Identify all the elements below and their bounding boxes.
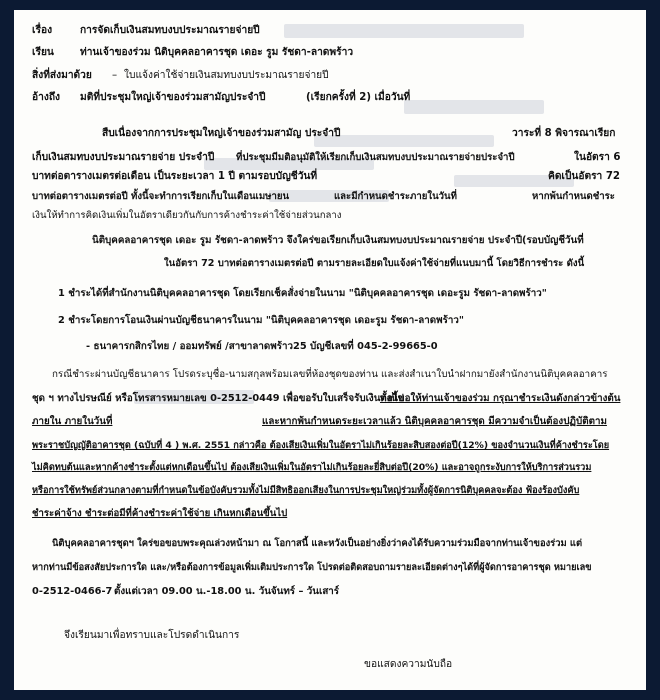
redacted-date-field <box>404 100 544 114</box>
p1-line1a: สืบเนื่องจากการประชุมใหญ่เจ้าของร่วมสามัญ ประจำปี <box>102 128 341 139</box>
subject-label: เรื่อง <box>32 25 53 36</box>
p3-line1: กรณีชำระผ่านบัญชีธนาคาร โปรดระบุชื่อ-นามสกุลพร้อมเลขที่ห้องชุดของท่าน และส่งสำเนาใบนำฝากมายังสำนักงานนิติบุคคลอาคาร <box>52 369 608 380</box>
reference-text: มติที่ประชุมใหญ่เจ้าของร่วมสามัญประจำปี <box>80 92 266 103</box>
p1-line3a: บาทต่อตารางเมตรต่อเดือน เป็นระยะเวลา 1 ปี ตามรอบบัญชีวันที่ <box>32 171 318 182</box>
closing-line: จึงเรียนมาเพื่อทราบและโปรดดำเนินการ <box>64 630 240 641</box>
p2-line1b: (รอบบัญชีวันที่ <box>522 235 584 246</box>
p1-line4a: บาทต่อตารางเมตรต่อปี ทั้งนี้จะทำการเรียกเก็บในเดือนเมษายน <box>32 191 290 202</box>
p1-line1b: วาระที่ 8 พิจารณาเรียก <box>512 128 616 139</box>
enclosure-dash: – <box>112 70 118 81</box>
redacted-year-field <box>314 135 494 147</box>
p1-line3b: คิดเป็นอัตรา 72 <box>548 171 620 182</box>
p1-line4b: และมีกำหนดชำระภายในวันที่ <box>334 191 457 202</box>
p1-line2a: เก็บเงินสมทบงบประมาณรายจ่าย ประจำปี <box>32 152 215 163</box>
p4-line3a: 0-2512-0466-7 <box>32 586 113 597</box>
p3-line3b: และหากพ้นกำหนดระยะเวลาแล้ว นิติบุคคลอาคารชุด มีความจำเป็นต้องปฏิบัติตาม <box>262 416 607 427</box>
regards-line: ขอแสดงความนับถือ <box>364 659 453 670</box>
p2-line1a: นิติบุคคลอาคารชุด เดอะ รูม รัชดา-ลาดพร้าว จึงใคร่ขอเรียกเก็บเงินสมทบงบประมาณรายจ่าย ประจำปี <box>92 235 523 246</box>
enclosure-text: ใบแจ้งค่าใช้จ่ายเงินสมทบงบประมาณรายจ่ายปี <box>124 70 329 81</box>
p4-line3b: ตั้งแต่เวลา 09.00 น.-18.00 น. วันจันทร์ – วันเสาร์ <box>114 586 340 597</box>
p1-line5: เงินให้ทำการคิดเงินเพิ่มในอัตราเดียวกันกับการค้างชำระค่าใช้จ่ายส่วนกลาง <box>32 210 342 221</box>
payment-item-1: 1 ชำระได้ที่สำนักงานนิติบุคคลอาคารชุด โดยเรียกเช็คสั่งจ่ายในนาม "นิติบุคคลอาคารชุด เดอะรูม รัชดา-ลาดพร้าว" <box>58 288 547 299</box>
payment-item-2: 2 ชำระโดยการโอนเงินผ่านบัญชีธนาคารในนาม "นิติบุคคลอาคารชุด เดอะรูม รัชดา-ลาดพร้าว" <box>58 315 464 326</box>
p3-line6: หรือการใช้ทรัพย์ส่วนกลางตามที่กำหนดในข้อบังคับรวมทั้งไม่มีสิทธิออกเสียงในการประชุมใหญ่ร่วมทั้งผู้จัดการนิติบุคคลจะต้อง ฟ้องร้องบังคับ <box>32 485 580 496</box>
p2-line2: ในอัตรา 72 บาทต่อตารางเมตรต่อปี ตามรายละเอียดใบแจ้งค่าใช้จ่ายที่แนบมานี้ โดยวิธีการชำระ ดังนี้ <box>164 258 585 269</box>
p1-line4c: หากพ้นกำหนดชำระ <box>532 191 615 202</box>
p3-line2a: ชุด ฯ ทางไปรษณีย์ หรือโทรสารหมายเลข 0-2512-0449 เพื่อขอรับใบเสร็จรับเงินต่อไป <box>32 393 404 404</box>
redacted-header-field <box>284 24 524 38</box>
enclosure-label: สิ่งที่ส่งมาด้วย <box>32 70 92 81</box>
p3-line5: ไม่คิดทบต้นและหากค้างชำระตั้งแต่หกเดือนขึ้นไป ต้องเสียเงินเพิ่มในอัตราไม่เกินร้อยละยี่สิบต่อปี(20%) และอาจถูกระงับการให้บริการส่วนรวม <box>32 462 592 473</box>
p3-line3a: ภายใน ภายในวันที่ <box>32 416 113 427</box>
p1-line2c: ในอัตรา 6 <box>574 152 621 163</box>
p4-line1: นิติบุคคลอาคารชุดฯ ใคร่ขอขอบพระคุณล่วงหน้ามา ณ โอกาสนี้ และหวังเป็นอย่างยิ่งว่าคงได้รับความร่วมมือจากท่านเจ้าของร่วม แต่ <box>52 538 583 549</box>
subject-text: การจัดเก็บเงินสมทบงบประมาณรายจ่ายปี <box>80 25 260 36</box>
p3-line7: ชำระค่าจ้าง ชำระต่อมีที่ค้างชำระค่าใช้จ่าย เกินหกเดือนขึ้นไป <box>32 508 288 519</box>
letter-sheet <box>14 10 646 690</box>
p3-line2b: ทั้งนี้ขอให้ท่านเจ้าของร่วม กรุณาชำระเงินดังกล่าวข้างต้น <box>380 393 621 404</box>
bank-account-line: - ธนาคารกสิกรไทย / ออมทรัพย์ /สาขาลาดพร้าว25 บัญชีเลขที่ 045-2-99665-0 <box>86 341 438 352</box>
to-label: เรียน <box>32 47 54 58</box>
to-text: ท่านเจ้าของร่วม นิติบุคคลอาคารชุด เดอะ รูม รัชดา-ลาดพร้าว <box>80 47 354 58</box>
p4-line2: หากท่านมีข้อสงสัยประการใด และ/หรือต้องการข้อมูลเพิ่มเติมประการใด โปรดต่อติดสอบถามรายละเอียดต่างๆได้ที่ผู้จัดการอาคารชุด หมายเลข <box>32 562 592 573</box>
reference-label: อ้างถึง <box>32 92 60 103</box>
p3-line4: พระราชบัญญัติอาคารชุด (ฉบับที่ 4 ) พ.ศ. 2551 กล่าวคือ ต้องเสียเงินเพิ่มในอัตราไม่เกินร้อยละสิบสองต่อปี(12%) ของจำนวนเงินที่ค้างชำระโดย <box>32 440 610 451</box>
p1-line2b: ที่ประชุมมีมติอนุมัติให้เรียกเก็บเงินสมทบงบประมาณรายจ่ายประจำปี <box>236 152 515 163</box>
reference-suffix: (เรียกครั้งที่ 2) เมื่อวันที่ <box>306 92 411 103</box>
